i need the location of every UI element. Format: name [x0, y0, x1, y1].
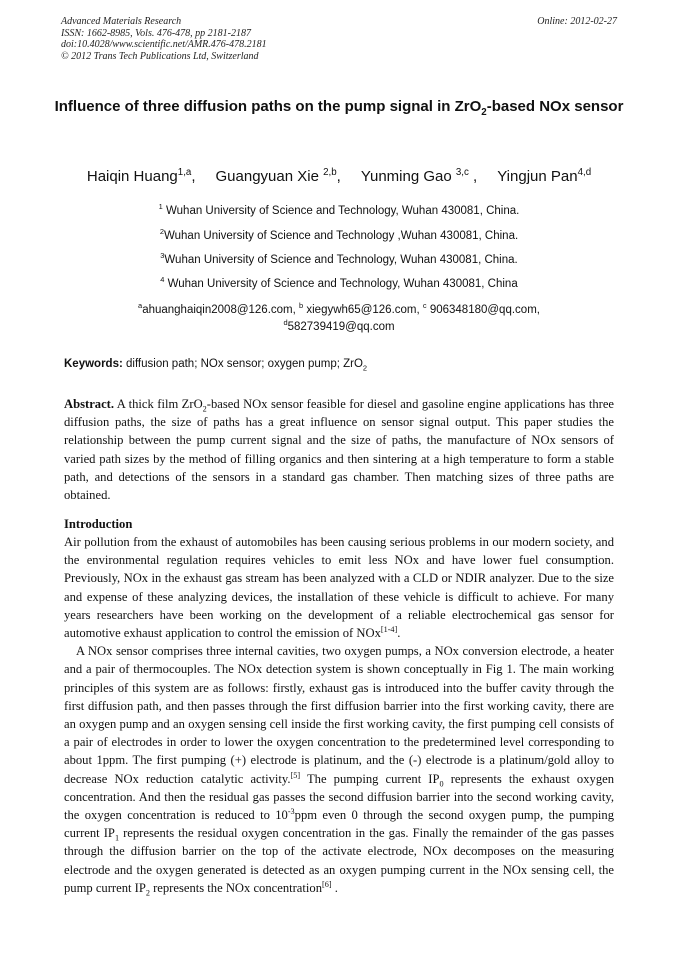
copyright-line: © 2012 Trans Tech Publications Ltd, Switzerland — [61, 50, 259, 62]
affiliation: $^4$ Wuhan University of Science and Technology, Wuhan 430081, China — [160, 275, 518, 290]
author: Yunming Gao $^{3,c}$ , — [360, 167, 478, 185]
issn-line: ISSN: 1662-8985, Vols. 476-478, pp 2181-2187 — [61, 27, 251, 39]
paragraph: Air pollution from the exhaust of automobiles has been causing serious problems in our modern society, and the environmental regulation requires vehicles to emit less NOx and have lower fuel consumption. Previously, NOx in the exhaust gas stream has been analyzed with a CLD or NDIR analyzer. Due to the size and expense of these analyzing devices, the installation of these vehicle is difficult to achieve. For many years researchers have been working on the development of a reliable electrochemical gas sensor for automotive exhaust application to control the emission of NOx[1-4]. — [64, 535, 614, 641]
affiliation: $^3$Wuhan University of Science and Technology, Wuhan 430081, China. — [160, 251, 518, 266]
author: Guangyuan Xie $^{2,b}$, — [215, 167, 341, 185]
section-heading: Introduction — [64, 517, 133, 531]
introduction-body — [64, 533, 614, 897]
paper-title: Influence of three diffusion paths on the pump signal in ZrO$_2$-based NOx sensor — [54, 98, 624, 118]
email-line: $^a$ahuanghaiqin2008@126.com, $^b$ xiegywh65@126.com, $^c$ 906348180@qq.com, — [138, 301, 540, 316]
journal-header — [61, 16, 617, 62]
paragraph: A NOx sensor comprises three internal cavities, two oxygen pumps, a NOx conversion electrode, a heater and a pair of thermocouples. The NOx detection system is shown conceptually in Fig 1. The main working principles of this system are as follows: firstly, exhaust gas is introduced into the buffer cavity through the first diffusion path, and then passes through the first diffusion barrier into the first working cavity, there are an oxygen pump and an oxygen sensing cell inside the first working cavity, the first pumping cell consists of a pair of electrodes in order to lower the oxygen concentration to the predetermined level corresponding to about 1ppm. The first pumping (+) electrode is platinum, and the (-) electrode is a platinum/gold alloy to decrease NOx reduction catalytic activity.[5] The pumping current $IP_0$ represents the exhaust oxygen concentration. And then the residual gas passes the second diffusion barrier into the second working cavity, the oxygen concentration is reduced to $10^{-3}ppm$ even 0 through the second oxygen pump, the pumping current $IP_1$ represents the residual oxygen concentration in the gas. Finally the remainder of the gas passes through the diffusion barrier on the top of the activate electrode, NOx decomposes on the measuring electrode and the oxygen generated is detected as an oxygen pumping current in the NOx sensing cell, the pump current $IP_2$ represents the NOx concentration[6] . — [64, 644, 615, 898]
author: Haiqin Huang$^{1,a}$, — [86, 167, 196, 185]
keywords: Keywords: diffusion path; NOx sensor; oxygen pump; ZrO$_2$ — [64, 358, 368, 373]
abstract-label: Abstract. — [64, 397, 115, 411]
citation: [5] — [290, 770, 301, 780]
citation: [6] — [322, 879, 332, 889]
author-list — [40, 166, 638, 188]
affiliation: $^2$Wuhan University of Science and Technology ,Wuhan 430081, China. — [159, 227, 519, 242]
author: Yingjun Pan$^{4,d}$ — [497, 167, 592, 185]
abstract: Abstract. A thick film ZrO$_2$-based NOx sensor feasible for diesel and gasoline engine applications has three diffusion paths, the size of paths has a great influence on sensor signal output. This paper studies the relationship between the pump current signal and the size of paths, the manufacture of NOx sensors of varied path sizes by the method of filling organics and then sintering at a high temperature to form a stable path, and detections of the sensors in a standard gas chamber. Then matching sizes of three paths are obtained. — [64, 397, 614, 503]
affiliation: $^1$ Wuhan University of Science and Technology, Wuhan 430081, China. — [158, 202, 520, 217]
online-date: Online: 2012-02-27 — [537, 16, 617, 27]
keywords-label: Keywords: — [64, 358, 123, 370]
journal-name: Advanced Materials Research — [61, 16, 182, 27]
citation: [1-4] — [380, 624, 398, 634]
email-line: $^d$582739419@qq.com — [283, 318, 395, 333]
doi-line: doi:10.4028/www.scientific.net/AMR.476-478.2181 — [61, 39, 267, 50]
